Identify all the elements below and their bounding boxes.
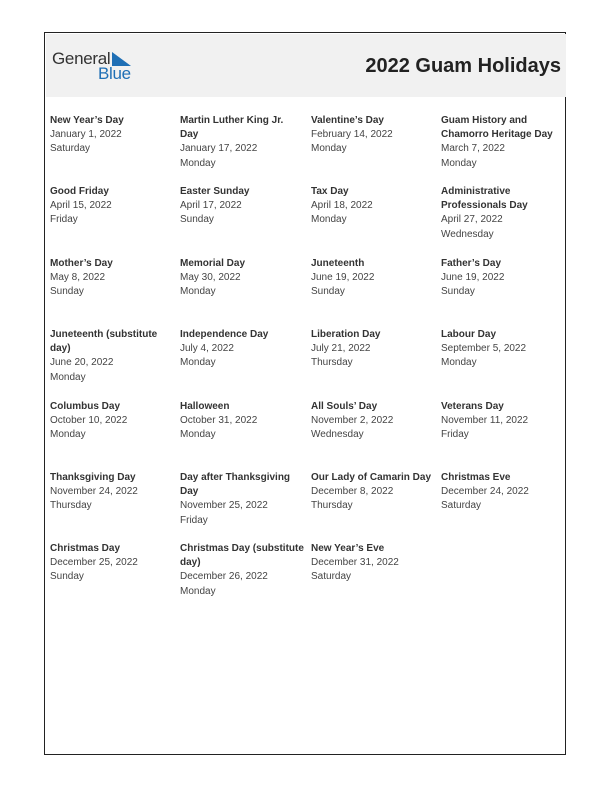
holiday-date: January 1, 2022 bbox=[50, 129, 122, 141]
header-band bbox=[46, 34, 566, 97]
holiday-entry bbox=[180, 257, 304, 300]
holiday-entry bbox=[441, 328, 565, 371]
holiday-weekday: Friday bbox=[441, 429, 469, 441]
holiday-name: Memorial Day bbox=[180, 258, 246, 269]
holiday-entry bbox=[441, 471, 565, 514]
holiday-date: March 7, 2022 bbox=[441, 143, 505, 155]
holiday-weekday: Monday bbox=[180, 157, 216, 169]
holiday-entry bbox=[50, 400, 174, 443]
holiday-name: Juneteenth bbox=[311, 258, 365, 269]
holiday-name: Christmas Eve bbox=[441, 472, 511, 483]
holiday-entry bbox=[50, 542, 174, 585]
holiday-weekday: Sunday bbox=[50, 286, 84, 298]
holiday-date: June 19, 2022 bbox=[441, 272, 505, 284]
holiday-entry bbox=[180, 328, 304, 371]
holiday-date: November 24, 2022 bbox=[50, 486, 138, 498]
holiday-date: November 2, 2022 bbox=[311, 415, 394, 427]
holiday-weekday: Monday bbox=[50, 429, 86, 441]
holiday-entry bbox=[50, 257, 174, 300]
holiday-date: January 17, 2022 bbox=[180, 143, 258, 155]
holiday-entry bbox=[180, 542, 304, 599]
holiday-weekday: Saturday bbox=[50, 143, 91, 155]
holiday-name: Administrative Professionals Day bbox=[441, 186, 528, 212]
holiday-date: October 31, 2022 bbox=[180, 415, 258, 427]
holiday-weekday: Monday bbox=[180, 429, 216, 441]
holiday-entry bbox=[180, 471, 304, 528]
holiday-entry bbox=[311, 542, 435, 585]
holiday-entry bbox=[311, 471, 435, 514]
holiday-date: April 27, 2022 bbox=[441, 214, 503, 226]
page-title: 2022 Guam Holidays bbox=[365, 55, 561, 77]
holiday-name: Tax Day bbox=[311, 186, 349, 197]
holiday-date: December 31, 2022 bbox=[311, 557, 399, 569]
holiday-weekday: Monday bbox=[180, 585, 216, 597]
holiday-weekday: Sunday bbox=[180, 214, 214, 226]
holiday-date: September 5, 2022 bbox=[441, 343, 527, 355]
holiday-date: July 21, 2022 bbox=[311, 343, 371, 355]
holiday-weekday: Monday bbox=[50, 371, 86, 383]
holiday-entry bbox=[441, 114, 565, 171]
holiday-weekday: Monday bbox=[441, 357, 477, 369]
holiday-weekday: Friday bbox=[50, 214, 78, 226]
holiday-date: April 15, 2022 bbox=[50, 200, 112, 212]
holiday-entry bbox=[50, 471, 174, 514]
holiday-name: Day after Thanksgiving Day bbox=[180, 472, 291, 498]
holiday-weekday: Friday bbox=[180, 514, 208, 526]
holiday-date: December 25, 2022 bbox=[50, 557, 138, 569]
holiday-name: All Souls’ Day bbox=[311, 401, 378, 412]
holiday-weekday: Thursday bbox=[50, 500, 92, 512]
holiday-entry bbox=[441, 185, 565, 242]
holiday-entry bbox=[311, 257, 435, 300]
holiday-weekday: Monday bbox=[311, 143, 347, 155]
holiday-entry bbox=[180, 185, 304, 228]
holiday-entry bbox=[180, 400, 304, 443]
holiday-name: Thanksgiving Day bbox=[50, 472, 136, 483]
holiday-name: Liberation Day bbox=[311, 329, 381, 340]
holiday-entry bbox=[311, 114, 435, 157]
holiday-weekday: Wednesday bbox=[311, 429, 364, 441]
holiday-weekday: Sunday bbox=[441, 286, 475, 298]
logo-word-blue: Blue bbox=[98, 64, 131, 83]
holiday-date: December 24, 2022 bbox=[441, 486, 529, 498]
holiday-name: Father’s Day bbox=[441, 258, 502, 269]
generalblue-logo bbox=[52, 49, 152, 89]
holiday-entry bbox=[441, 400, 565, 443]
holiday-name: Labour Day bbox=[441, 329, 497, 340]
holiday-date: April 17, 2022 bbox=[180, 200, 242, 212]
holiday-entry bbox=[311, 185, 435, 228]
holiday-weekday: Monday bbox=[180, 286, 216, 298]
holiday-date: November 11, 2022 bbox=[441, 415, 529, 427]
holiday-name: New Year’s Day bbox=[50, 115, 124, 126]
holiday-date: June 20, 2022 bbox=[50, 357, 114, 369]
holiday-name: Juneteenth (substitute day) bbox=[50, 329, 158, 355]
holiday-name: New Year’s Eve bbox=[311, 543, 385, 554]
holiday-name: Easter Sunday bbox=[180, 186, 250, 197]
holiday-entry bbox=[50, 328, 174, 385]
holiday-date: June 19, 2022 bbox=[311, 272, 375, 284]
holiday-weekday: Wednesday bbox=[441, 228, 494, 240]
holiday-name: Our Lady of Camarin Day bbox=[311, 472, 432, 483]
holiday-name: Christmas Day bbox=[50, 543, 121, 554]
holiday-weekday: Saturday bbox=[441, 500, 482, 512]
holiday-entry bbox=[180, 114, 304, 171]
holiday-name: Independence Day bbox=[180, 329, 269, 340]
holiday-entry bbox=[50, 114, 174, 157]
holiday-date: October 10, 2022 bbox=[50, 415, 128, 427]
holiday-name: Columbus Day bbox=[50, 401, 121, 412]
holiday-entry bbox=[441, 257, 565, 300]
holiday-weekday: Monday bbox=[441, 157, 477, 169]
holiday-weekday: Sunday bbox=[311, 286, 345, 298]
holiday-date: December 8, 2022 bbox=[311, 486, 394, 498]
holiday-date: February 14, 2022 bbox=[311, 129, 393, 141]
holiday-date: May 30, 2022 bbox=[180, 272, 241, 284]
holiday-date: July 4, 2022 bbox=[180, 343, 234, 355]
holiday-entry bbox=[311, 400, 435, 443]
holiday-name: Good Friday bbox=[50, 186, 109, 197]
holiday-date: May 8, 2022 bbox=[50, 272, 106, 284]
holiday-date: December 26, 2022 bbox=[180, 571, 268, 583]
holiday-weekday: Monday bbox=[311, 214, 347, 226]
holiday-date: November 25, 2022 bbox=[180, 500, 268, 512]
holiday-weekday: Monday bbox=[180, 357, 216, 369]
logo-word-general: General bbox=[52, 49, 111, 68]
holiday-weekday: Thursday bbox=[311, 357, 353, 369]
holiday-name: Martin Luther King Jr. Day bbox=[180, 115, 284, 141]
holiday-weekday: Sunday bbox=[50, 571, 84, 583]
holiday-weekday: Thursday bbox=[311, 500, 353, 512]
holiday-name: Veterans Day bbox=[441, 401, 504, 412]
holiday-name: Valentine’s Day bbox=[311, 115, 384, 126]
holiday-name: Halloween bbox=[180, 401, 230, 412]
holiday-entry bbox=[311, 328, 435, 371]
holiday-weekday: Saturday bbox=[311, 571, 352, 583]
holiday-entry bbox=[50, 185, 174, 228]
holiday-name: Mother’s Day bbox=[50, 258, 113, 269]
holiday-name: Guam History and Chamorro Heritage Day bbox=[441, 115, 553, 141]
holiday-name: Christmas Day (substitute day) bbox=[180, 543, 304, 569]
holiday-date: April 18, 2022 bbox=[311, 200, 373, 212]
